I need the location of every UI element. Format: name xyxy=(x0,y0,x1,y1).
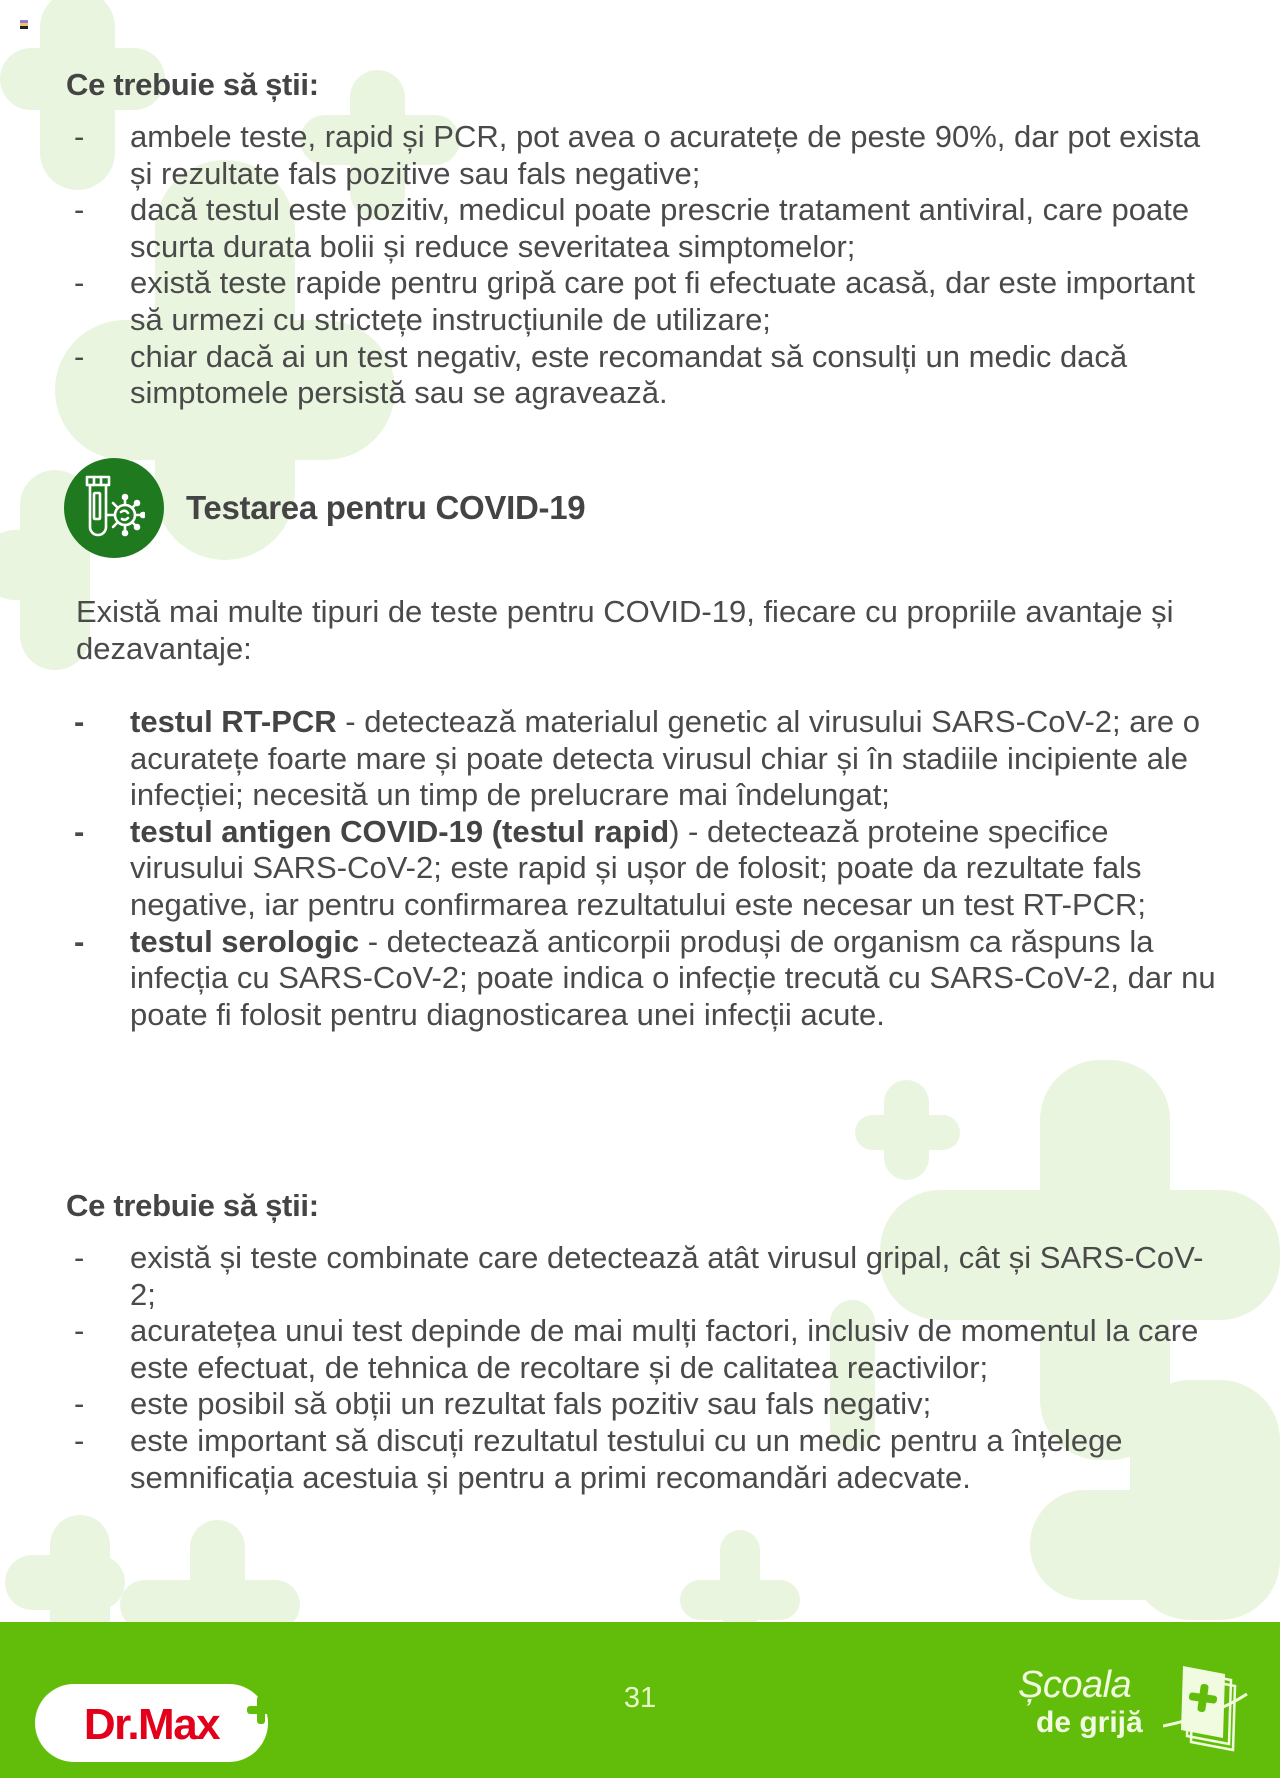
bullet-dash: - xyxy=(74,1422,85,1458)
bullet-dash: - xyxy=(74,813,85,849)
test-name: testul antigen COVID-19 (testul rapid xyxy=(130,813,670,849)
covid-test-types-list xyxy=(66,704,1226,1033)
scoala-logo-line2: de grijă xyxy=(1036,1706,1143,1739)
bullet-dash: - xyxy=(74,119,85,154)
plus-icon xyxy=(247,1696,275,1724)
covid-intro-paragraph: Există mai multe tipuri de teste pentru COVID-19, fiecare cu propriile avantaje și dezavantaje: xyxy=(76,594,1174,666)
test-tube-virus-icon xyxy=(64,458,164,558)
flu-tips-list xyxy=(66,119,1226,412)
bullet-dash: - xyxy=(74,923,85,959)
section-heading-flu-tips: Ce trebuie să știi: xyxy=(66,67,319,102)
list-item: - există teste rapide pentru gripă care pot fi efectuate acasă, dar este important să urmezi cu strictețe instrucțiunile de utilizare; xyxy=(74,265,1195,337)
test-description: ) - detectează proteine specifice virusului SARS-CoV-2; este rapid și ușor de folosit; poate da rezultate fals negative, iar pentru confirmarea rezultatului este necesar un test RT-PCR; xyxy=(130,813,1147,922)
section-heading-covid-tips: Ce trebuie să știi: xyxy=(66,1188,319,1223)
section-title-covid-testing: Testarea pentru COVID-19 xyxy=(186,489,586,526)
bullet-dash: - xyxy=(74,1386,85,1422)
test-name: testul serologic xyxy=(130,923,360,959)
drmax-logo xyxy=(35,1684,268,1762)
list-item: - acuratețea unui test depinde de mai mulți factori, inclusiv de momentul la care este efectuat, de tehnica de recoltare și de calitatea reactivilor; xyxy=(74,1313,1199,1385)
test-name: testul RT-PCR xyxy=(130,704,337,739)
list-item: - este important să discuți rezultatul testului cu un medic pentru a înțelege semnificația acestuia și pentru a primi recomandări adecvate. xyxy=(74,1422,1123,1495)
book-plus-icon xyxy=(1163,1664,1248,1754)
scan-artifact-mark xyxy=(20,20,28,29)
list-item-rt-pcr xyxy=(66,704,1226,814)
scoala-de-grija-logo xyxy=(1018,1664,1248,1754)
list-item: - este posibil să obții un rezultat fals pozitiv sau fals negativ; xyxy=(74,1386,932,1422)
bullet-dash: - xyxy=(74,192,85,228)
bullet-dash: - xyxy=(74,704,85,739)
bullet-dash: - xyxy=(74,1313,85,1349)
list-item-antigen xyxy=(66,814,1226,924)
page-footer xyxy=(0,1622,1280,1778)
test-description: - detectează anticorpii produși de organism ca răspuns la infecția cu SARS-CoV-2; poate indica o infecție trecută cu SARS-CoV-2, dar nu poate fi folosit pentru diagnosticarea unei infecții acute. xyxy=(130,923,1216,1032)
bullet-dash: - xyxy=(74,1240,85,1275)
bullet-dash: - xyxy=(74,338,85,374)
list-item: - ambele teste, rapid și PCR, pot avea o acuratețe de peste 90%, dar pot exista și rezultate fals pozitive sau fals negative; xyxy=(74,119,1201,191)
test-description: - detectează materialul genetic al virusului SARS-CoV-2; are o acuratețe foarte mare și poate detecta virusul chiar și în stadiile incipiente ale infecției; necesită un timp de prelucrare mai îndelungat; xyxy=(130,704,1200,813)
list-item: - există și teste combinate care detectează atât virusul gripal, cât și SARS-CoV-2; xyxy=(74,1240,1204,1312)
covid-section-header xyxy=(64,458,585,558)
list-item: - chiar dacă ai un test negativ, este recomandat să consulți un medic dacă simptomele persistă sau se agravează. xyxy=(74,338,1128,411)
list-item-serologic xyxy=(66,924,1226,1034)
page-number: 31 xyxy=(623,1682,657,1714)
scoala-logo-line1: Școala xyxy=(1018,1664,1132,1706)
bullet-dash: - xyxy=(74,265,85,301)
covid-tips-list xyxy=(66,1240,1226,1496)
list-item: - dacă testul este pozitiv, medicul poate prescrie tratament antiviral, care poate scurta durata bolii și reduce severitatea simptomelor; xyxy=(74,192,1190,264)
drmax-logo-text: Dr.Max xyxy=(83,1700,220,1749)
